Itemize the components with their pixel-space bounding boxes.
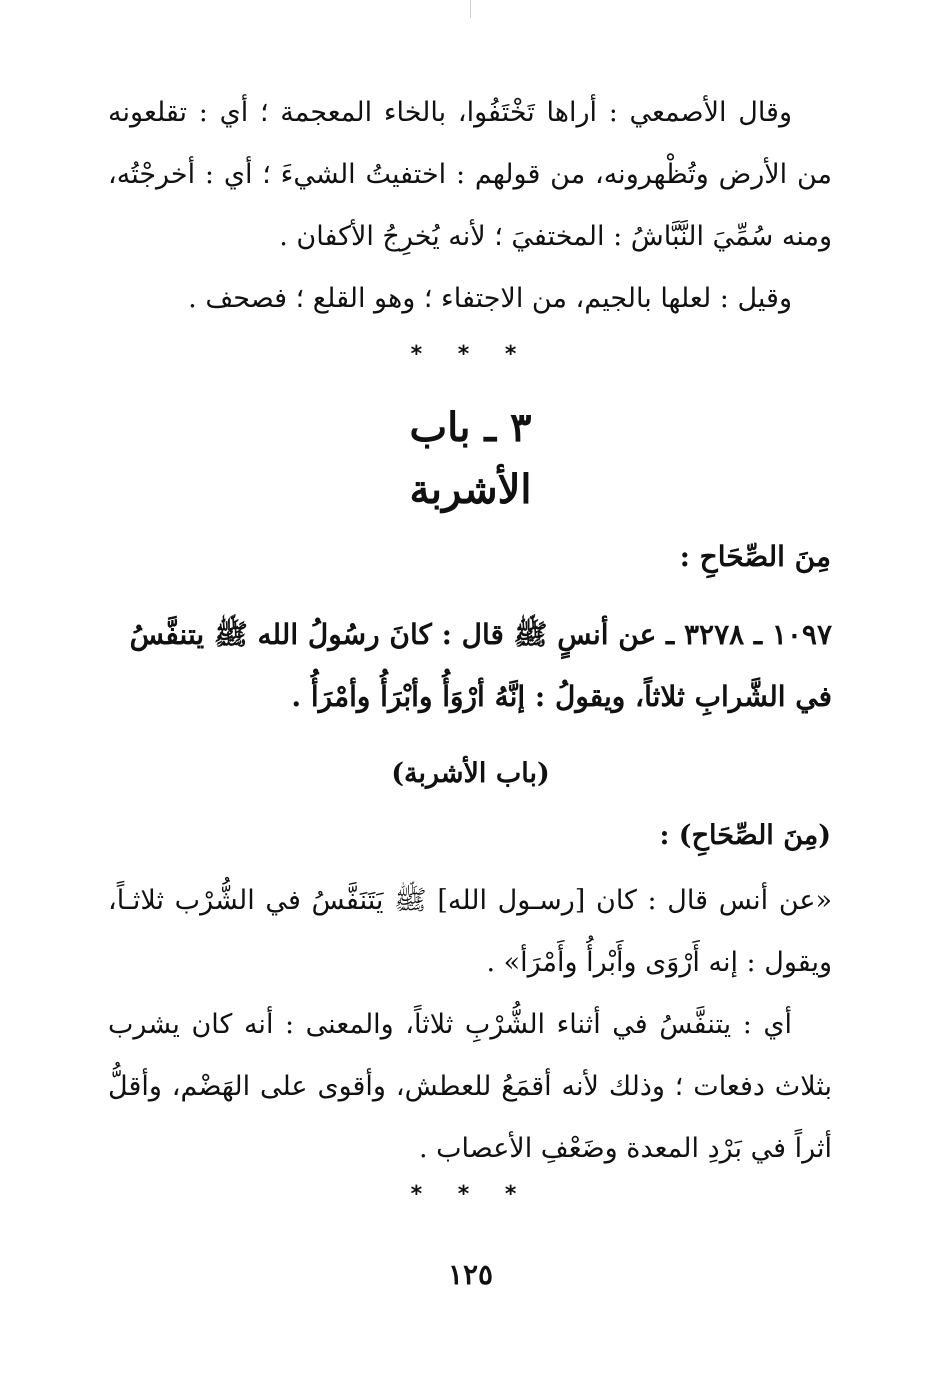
commentary-source-label: (مِنَ الصِّحَاحِ) :	[659, 820, 831, 851]
commentary-paragraph-2: أي : يتنفَّسُ في أثناء الشُّرْبِ ثلاثاً، والمعنى : أنه كان يشرب بثلاث دفعات ؛ وذلك لأنه أقمَعُ للعطش، وأقوى على الهَضْم، وأقلُّ أثراً في بَرْدِ المعدة وضَعْفِ الأعصاب .	[108, 1009, 832, 1164]
page-number: ١٢٥	[447, 1258, 494, 1291]
intro-paragraph-1: وقال الأصمعي : أراها تَخْتَفُوا، بالخاء المعجمة ؛ أي : تقلعونه من الأرض وتُظْهرونه، من قولهم : اختفيتُ الشيءَ ؛ أي : أخرجْتُه، ومنه سُمِّيَ النَّبَّاشُ : المختفيَ ؛ لأنه يُخرِجُ الأكفان .	[108, 97, 832, 252]
hadith-line-1: ١٠٩٧ ـ ٣٢٧٨ ـ عن أنسٍ ﷺ قال : كانَ رسُولُ الله ﷺ يتنفَّسُ	[129, 618, 832, 651]
commentary-paragraph-1: «عن أنس قال : كان [رسـول الله] ﷺ يَتَنَفَّسُ في الشُّرْب ثلاثـاً، ويقول : إنه أَرْوَى وأَبْرأُ وأَمْرَأ» .	[108, 885, 832, 978]
commentary-text	[108, 870, 832, 1180]
hadith-text	[108, 604, 832, 728]
hadith-line-2: في الشَّرابِ ثلاثاً، ويقولُ : إنَّهُ أرْوَأُ وأبْرَأُ وأمْرَأُ .	[291, 680, 832, 713]
section-separator-bottom: * * *	[410, 1182, 531, 1207]
page-top-rule	[470, 0, 471, 18]
chapter-number: ٣ ـ باب	[409, 404, 532, 451]
chapter-title: الأشربة	[409, 466, 532, 513]
intro-text	[108, 82, 832, 330]
intro-paragraph-2: وقيل : لعلها بالجيم، من الاجتفاء ؛ وهو القلع ؛ فصحف .	[188, 283, 792, 314]
section-separator-top: * * *	[410, 342, 531, 367]
source-label: مِنَ الصِّحَاحِ :	[679, 540, 831, 573]
commentary-title: (باب الأشربة)	[391, 758, 550, 789]
